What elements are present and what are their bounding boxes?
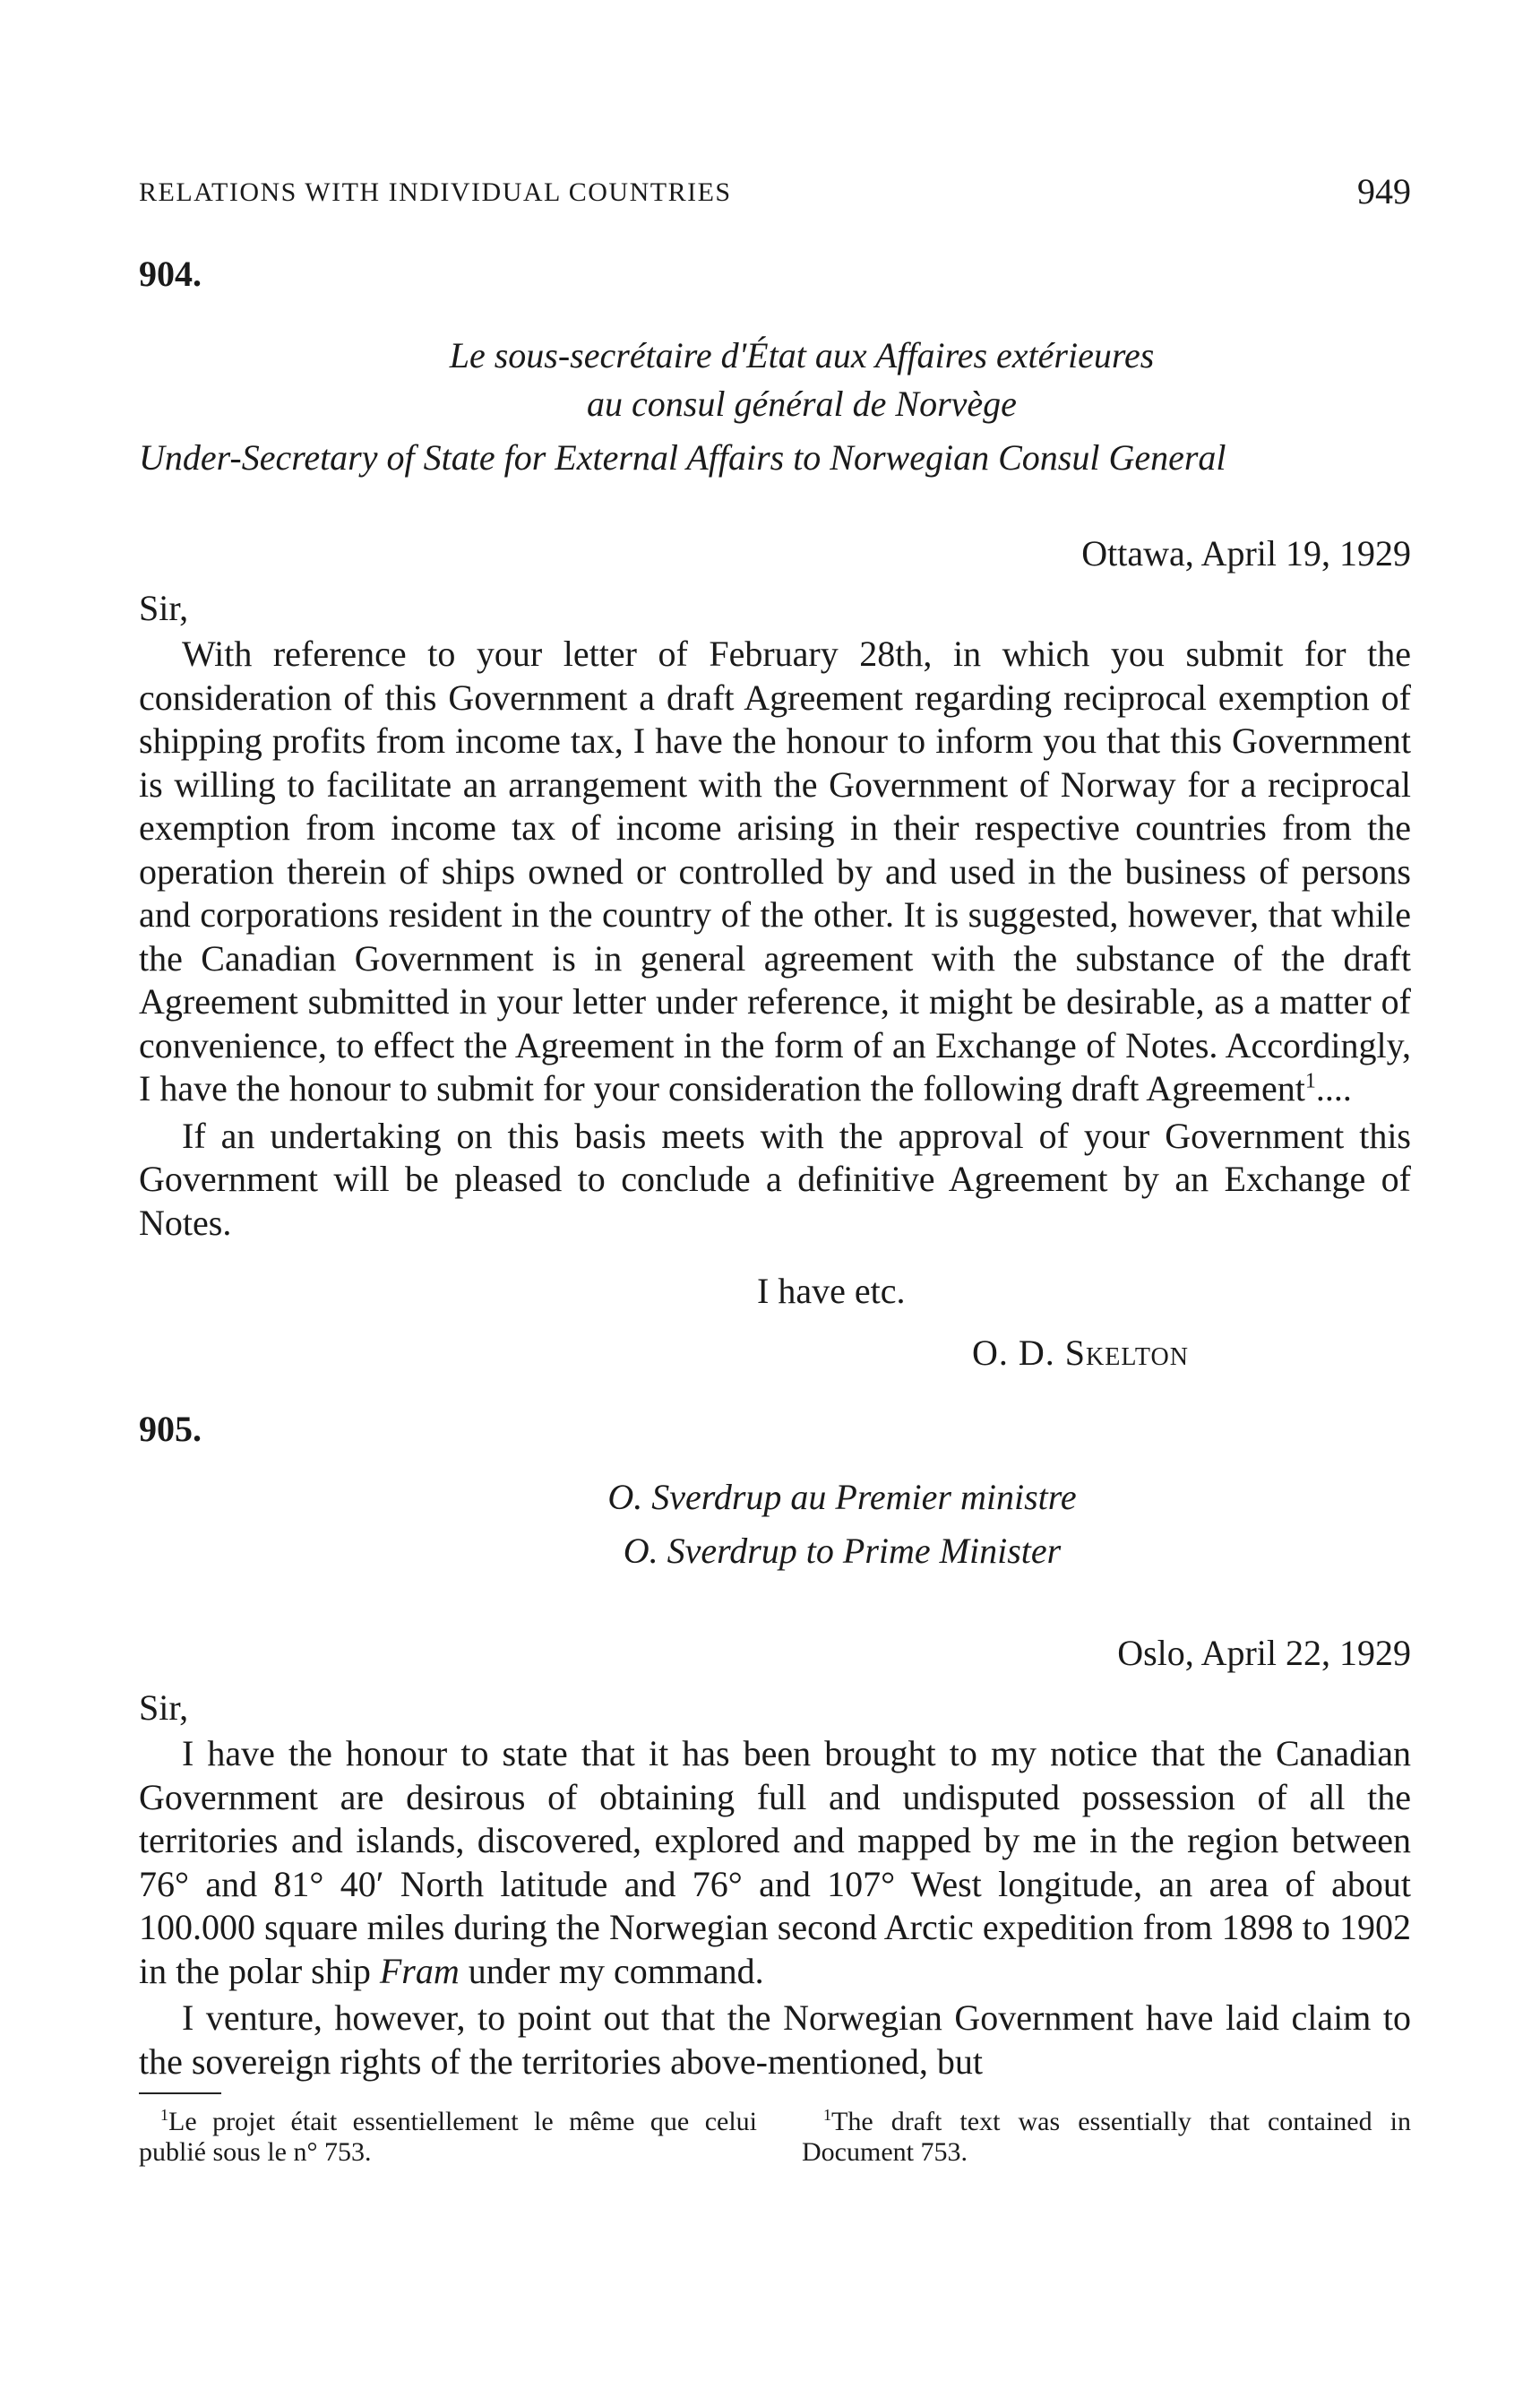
dateline-oslo: Oslo, April 22, 1929 <box>1117 1633 1411 1673</box>
paragraph-ellipsis: .... <box>1315 1068 1352 1108</box>
heading-french-905: O. Sverdrup au Premier ministre <box>607 1477 1077 1517</box>
dateline-ottawa: Ottawa, April 19, 1929 <box>1081 533 1411 574</box>
page-number: 949 <box>1357 171 1411 211</box>
document-page <box>139 170 1411 2168</box>
letter-paragraph: If an undertaking on this basis meets with the approval of your Government this Government will be pleased to conclude a definitive Agreement by an Exchange of Notes. <box>139 1115 1411 1243</box>
heading-french-line-1: Le sous-secrétaire d'État aux Affaires extérieures <box>449 335 1155 375</box>
signature: O. D. Skelton <box>972 1333 1189 1373</box>
salutation: Sir, <box>139 1687 189 1728</box>
running-head <box>139 170 1411 224</box>
document-number-904: 904. <box>139 254 202 294</box>
heading-english-905: O. Sverdrup to Prime Minister <box>623 1531 1062 1571</box>
footnotes <box>139 2107 1411 2168</box>
footnote-french <box>139 2107 757 2168</box>
heading-french-line-2: au consul général de Norvège <box>587 384 1017 424</box>
paragraph-text: I have the honour to state that it has been brought to my notice that the Canadian Government are desirous of obtaining full and undisputed possession of all the territories and islands, discovered, explored and mapped by me in the region between 76° and 81° 40′ North latitude and 76° and 107° West longitude, an area of about 100.000 square miles during the Norwegian second Arctic expedition from 1898 to 1902 in the polar ship <box>139 1733 1411 1991</box>
ship-name: Fram <box>379 1950 460 1991</box>
document-number-905: 905. <box>139 1409 202 1449</box>
heading-english: Under-Secretary of State for External Affairs to Norwegian Consul General <box>139 437 1226 478</box>
footnote-text: The draft text was essentially that contained in Document 753. <box>802 2107 1411 2167</box>
footnote-divider <box>139 2092 221 2094</box>
heading-french <box>139 332 1411 428</box>
running-title: RELATIONS WITH INDIVIDUAL COUNTRIES <box>139 177 732 207</box>
footnote-text: Le projet était essentiellement le même que celui publié sous le n° 753. <box>139 2107 757 2167</box>
footnote-marker: 1 <box>823 2106 831 2124</box>
letter-paragraph <box>139 633 1411 1111</box>
footnote-marker: 1 <box>1304 1069 1316 1093</box>
paragraph-text: With reference to your letter of February 28th, in which you submit for the consideration of this Government a draft Agreement regarding reciprocal exemption of shipping profits from income tax, I have the honour to inform you that this Government is willing to facilitate an arrangement with the Government of Norway for a reciprocal exemption from income tax of income arising in their respective countries from the operation therein of ships owned or controlled by and used in the business of persons and corporations resident in the country of the other. It is suggested, however, that while the Canadian Government is in general agreement with the substance of the draft Agreement submitted in your letter under reference, it might be desirable, as a matter of convenience, to effect the Agreement in the form of an Exchange of Notes. Accordingly, I have the honour to submit for your consideration the following draft Agreement <box>139 634 1411 1108</box>
footnote-marker: 1 <box>160 2106 168 2124</box>
footnote-english <box>802 2107 1411 2168</box>
salutation: Sir, <box>139 588 189 628</box>
letter-paragraph: I venture, however, to point out that the Norwegian Government have laid claim to the sovereign rights of the territories above-mentioned, but <box>139 1997 1411 2082</box>
letter-paragraph <box>139 1732 1411 1993</box>
closing: I have etc. <box>757 1271 906 1311</box>
paragraph-tail: under my command. <box>468 1950 764 1991</box>
